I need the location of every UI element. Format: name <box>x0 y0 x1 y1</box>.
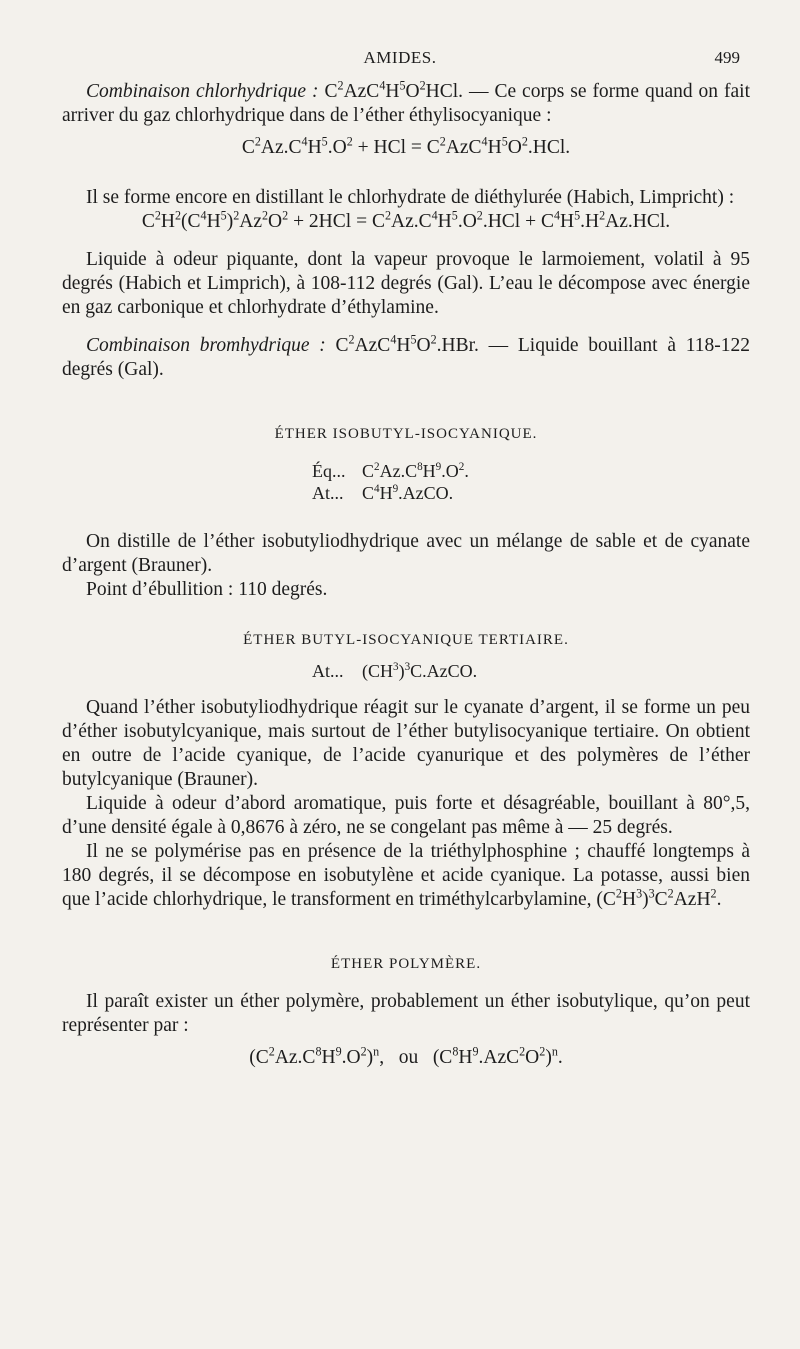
paragraph-reaction: Quand l’éther isobutyliodhydrique réagit sur le cyanate d’argent, il se forme un peu d’éther isobutylcyanique, mais surtout de l’éther butylisocyanique tertiaire. On obtient en outre de l’acide cyanique, de l’acide cyanurique et des polymères de l’éther butylcyanique (Brauner). <box>62 697 750 790</box>
formula-connector: ou <box>398 1047 419 1068</box>
formula-eq: $C^2Az.C^8H^9.O^2$. <box>362 461 469 481</box>
paragraph-text: Il ne se polymérise pas en présence de la triéthylphosphine ; chauffé longtemps à 180 degrés, il se décompose en isobutylène et acide cyanique. La potasse, aussi bien que l’acide chlorhydrique, le transforment en triméthylcarbylamine, <box>62 841 750 910</box>
compound-formula: $C^2AzC^4H^5O^2HCl$. <box>324 78 464 102</box>
section-title-tertiaire: ÉTHER BUTYL-ISOCYANIQUE TERTIAIRE. <box>243 632 569 648</box>
formula-polymere-2: $(C^8H^9.AzC^2O^2)^n$. <box>432 1044 563 1068</box>
paragraph-bromhydrique <box>62 334 750 382</box>
paragraph-chlorhydrique <box>62 80 750 128</box>
equation-1: $C^2Az.C^4H^5.O^2$ + HCl = $C^2AzC^4H^5O^2.HCl$. <box>241 134 571 158</box>
paragraph-liquide: Liquide à odeur piquante, dont la vapeur provoque le larmoiement, volatil à 95 degrés (Habich et Limprich), à 108-112 degrés (Gal). L’eau le décompose avec énergie en gaz carbonique et chlorhydrate d’éthylamine. <box>62 249 750 318</box>
section-title-polymere: ÉTHER POLYMÈRE. <box>330 956 482 972</box>
formula-block-isobutyl <box>312 460 572 504</box>
compound-formula: $C^2AzC^4H^5O^2.HBr$. <box>335 332 479 356</box>
paragraph-polymere: Il paraît exister un éther polymère, probablement un éther isobutylique, qu’on peut représenter par : <box>62 991 750 1036</box>
compound-label: Combinaison chlorhydrique : <box>86 81 319 102</box>
formula-label: Éq... <box>312 461 346 481</box>
formula-label: At... <box>312 483 344 503</box>
page-body <box>62 80 750 1070</box>
paragraph-ebullition: Point d’ébullition : 110 degrés. <box>86 579 328 600</box>
paragraph-text: — Liquide bouillant à 118-122 degrés (Gal). <box>62 335 751 380</box>
formula-block-tertiaire <box>312 660 572 682</box>
section-title-isobutyl: ÉTHER ISOBUTYL-ISOCYANIQUE. <box>274 426 538 442</box>
paragraph-distille: On distille de l’éther isobutyliodhydrique avec un mélange de sable et de cyanate d’argent (Brauner). <box>62 531 750 576</box>
page-number: 499 <box>714 48 740 67</box>
compound-label: Combinaison bromhydrique : <box>86 335 326 356</box>
paragraph-polymerise <box>62 840 750 912</box>
paragraph-odeur: Liquide à odeur d’abord aromatique, puis forte et désagréable, bouillant à 80°,5, d’une densité égale à 0,8676 à zéro, ne se congelant pas même à — 25 degrés. <box>62 793 750 838</box>
paragraph-distill: Il se forme encore en distillant le chlorhydrate de diéthylurée (Habich, Limpricht) : <box>86 187 735 208</box>
paragraph-text: — Ce corps se forme quand on fait arriver du gaz chlorhydrique dans de l’éther éthylisocyanique : <box>62 81 750 126</box>
formula-at: $C^4H^9.AzCO$. <box>362 483 454 503</box>
formula-polymere-1: $(C^2Az.C^8H^9.O^2)^n$, <box>249 1044 385 1068</box>
equation-2: $C^2H^2(C^4H^5)^2Az^2O^2 + 2HCl = C^2Az.C^4H^5.O^2.HCl + C^4H^5.H^2Az.HCl$. <box>141 208 671 232</box>
formula-label: At... <box>312 661 344 681</box>
formula-at: $(CH^3)^3C.AzCO$. <box>362 661 478 681</box>
equation-polymere <box>62 1046 750 1070</box>
running-title: AMIDES. <box>363 48 437 67</box>
page-header <box>60 48 740 72</box>
formula-inline: $(C^2H^3)^3C^2AzH^2$. <box>596 886 722 910</box>
